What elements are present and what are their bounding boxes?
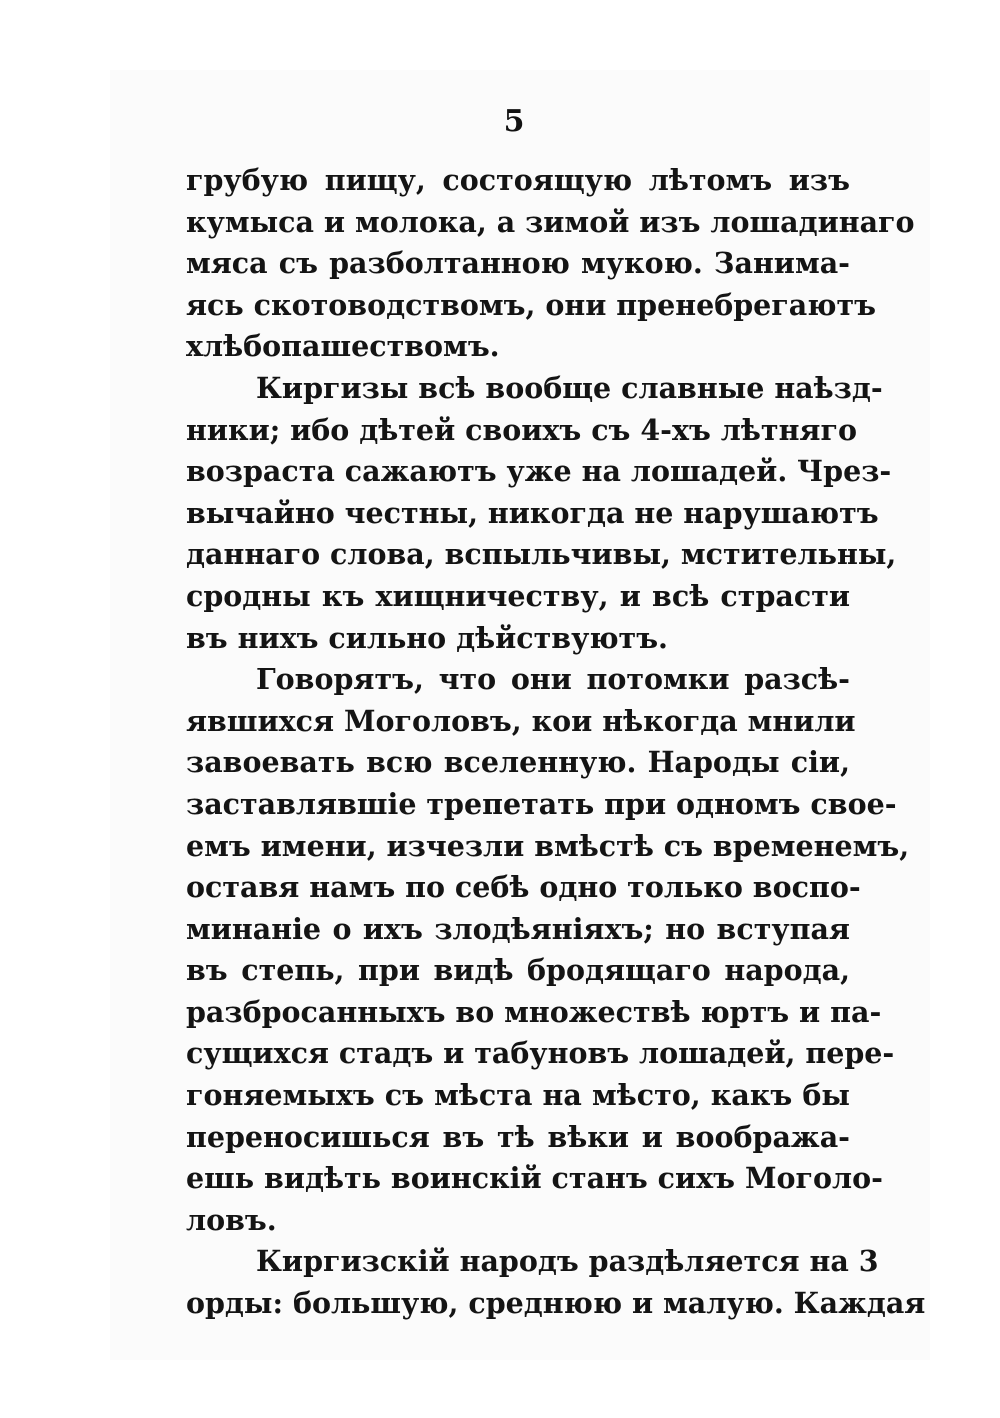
text-line: въ нихъ сильно дѣйствуютъ. [186,620,668,655]
text-line: орды: большую, среднюю и малую. Каждая [186,1286,926,1321]
text-line: сущихся стадъ и табуновъ лошадей, пере- [186,1036,895,1071]
text-line: Киргизскій народъ раздѣляется на 3 [256,1244,879,1279]
text-line: даннаго слова, вспыльчивы, мстительны, [186,537,897,572]
text-line: хлѣбопашествомъ. [186,329,500,364]
text-line: завоевать всю вселенную. Народы сіи, [186,745,850,780]
text-line: оставя намъ по себѣ одно только воспо- [186,870,861,905]
text-line: явшихся Моголовъ, кои нѣкогда мнили [186,703,856,738]
paragraph-2 [186,368,897,659]
text-line: вычайно честны, никогда не нарушаютъ [186,495,879,530]
paragraph-4 [186,1241,926,1324]
text-line: кумыса и молока, а зимой изъ лошадинаго [186,204,915,239]
text-line: Киргизы всѣ вообще славные наѣзд- [256,370,883,405]
text-line: Говорятъ, что они потомки разсѣ- [256,662,850,697]
text-line: гоняемыхъ съ мѣста на мѣсто, какъ бы [186,1078,850,1113]
body-text [186,160,926,1325]
text-line: емъ имени, изчезли вмѣстѣ съ временемъ, [186,828,910,863]
text-line: мяса съ разболтанною мукою. Занима- [186,246,850,281]
text-line: заставлявшіе трепетать при одномъ свое- [186,786,897,821]
text-line: ники; ибо дѣтей своихъ съ 4-хъ лѣтняго [186,412,857,447]
text-line: переносишься въ тѣ вѣки и воображa- [186,1119,850,1154]
text-line: разбросанныхъ во множествѣ юртъ и па- [186,994,882,1029]
text-line: ясь скотоводствомъ, они пренебрегаютъ [186,287,876,322]
text-line: сродны къ хищничеству, и всѣ страсти [186,578,850,613]
paragraph-1 [186,160,915,368]
text-line: грубую пищу, состоящую лѣтомъ изъ [186,163,850,197]
text-line: возраста сажаютъ уже на лошадей. Чрез- [186,454,892,489]
text-line: ловъ. [186,1202,277,1237]
paragraph-3 [186,659,910,1241]
page-number: 5 [503,104,525,139]
text-line: ешь видѣть воинскій станъ сихъ Моголо- [186,1161,883,1196]
text-line: минаніе о ихъ злодѣяніяхъ; но вступая [186,911,850,946]
text-line: въ степь, при видѣ бродящаго народа, [186,953,850,988]
